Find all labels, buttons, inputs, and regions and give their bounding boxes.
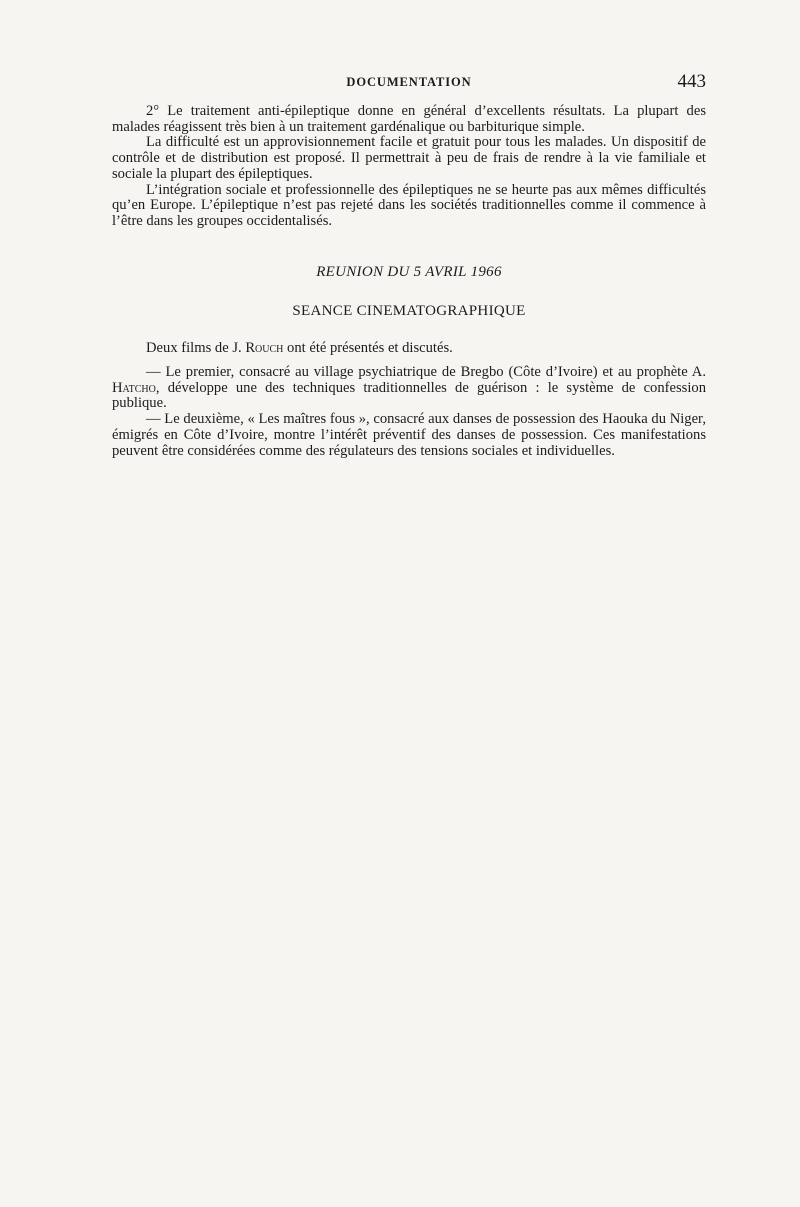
page-number: 443 [677, 71, 706, 92]
film-one-text-end: , développe une des techniques traditionnelles de guérison : le système de confession publique. [112, 379, 706, 412]
intro-text-start: Deux films de J. [146, 340, 246, 356]
epilepsy-section [112, 104, 706, 230]
paragraph-supply: La difficulté est un approvisionnement facile et gratuit pour tous les malades. Un dispositif de contrôle et de distribution est proposé. Il permettrait à peu de frais de rendre à la vie familiale et sociale la plupart des épileptiques. [112, 134, 706, 182]
meeting-title: REUNION DU 5 AVRIL 1966 [316, 264, 502, 280]
running-head [112, 72, 706, 94]
film-one-text-start: — Le premier, consacré au village psychiatrique de Bregbo (Côte d’Ivoire) et au prophète A. [146, 364, 706, 380]
prophet-name: Hatcho [112, 379, 156, 396]
films-intro [146, 340, 453, 357]
running-title: DOCUMENTATION [346, 75, 472, 89]
paragraph-film-one [112, 365, 706, 412]
author-name: Rouch [245, 340, 284, 356]
intro-text-end: ont été présentés et discutés. [283, 340, 453, 356]
paragraph-integration: L’intégration sociale et professionnelle des épileptiques ne se heurte pas aux mêmes difficultés qu’en Europe. L’épileptique n’est pas rejeté dans les sociétés traditionnelles comme il commence à l’être dans les groupes occidentalisés. [112, 181, 706, 229]
section-title: SEANCE CINEMATOGRAPHIQUE [292, 303, 526, 319]
paragraph-treatment: 2° Le traitement anti-épileptique donne en général d’excellents résultats. La plupart des malades réagissent très bien à un traitement gardénalique ou barbiturique simple. [112, 103, 706, 135]
paragraph-film-two: — Le deuxième, « Les maîtres fous », consacré aux danses de possession des Haouka du Niger, émigrés en Côte d’Ivoire, montre l’intérêt préventif des danses de possession. Ces manifestations peuvent être considérées comme des régulateurs des tensions sociales et individuelles. [112, 411, 706, 459]
films-section [112, 365, 706, 459]
